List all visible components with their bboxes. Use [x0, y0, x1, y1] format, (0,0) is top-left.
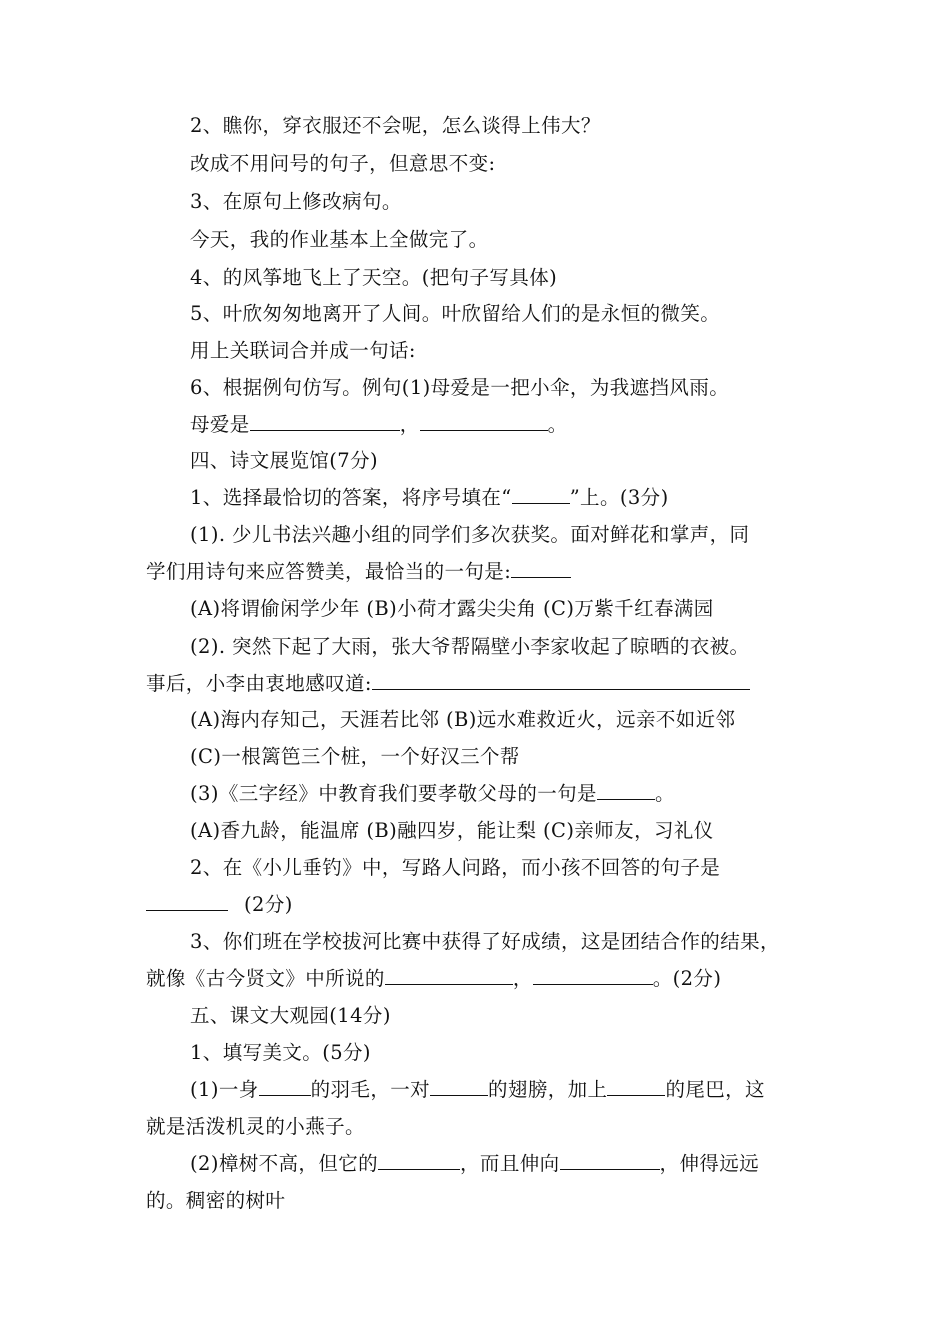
period: 。 [654, 782, 675, 805]
answer-blank[interactable] [430, 1077, 488, 1096]
question-2-text: 2、瞧你，穿衣服还不会呢，怎么谈得上伟大？ [190, 114, 601, 137]
answer-blank[interactable] [250, 412, 400, 431]
answer-blank[interactable] [597, 781, 655, 800]
sub-question-1-options: (A)将谓偷闲学少年 (B)小荷才露尖尖角 (C)万紫千红春满园 [190, 597, 714, 620]
answer-blank[interactable] [259, 1077, 311, 1096]
sub-question-2-options-ab: (A)海内存知己，天涯若比邻 (B)远水难救近火，远亲不如近邻 [190, 708, 736, 731]
sub1-part-a: (1)一身 [190, 1078, 259, 1101]
sub1-part-d: 的尾巴，这 [665, 1078, 765, 1101]
sub-question-2-continued [146, 670, 750, 698]
section-4-heading: 四、诗文展览馆(7分) [190, 449, 379, 472]
question-6-prefix: 母爱是 [190, 413, 250, 436]
section-4-q3-continued [146, 965, 721, 993]
sub-question-3-options: (A)香九龄，能温席 (B)融四岁，能让梨 (C)亲师友，习礼仪 [190, 819, 714, 842]
question-5-text: 5、叶欣匆匆地离开了人间。叶欣留给人们的是永恒的微笑。 [190, 302, 721, 325]
answer-blank[interactable] [420, 412, 548, 431]
answer-blank[interactable] [378, 1151, 460, 1170]
sub2-part-a: (2)樟树不高，但它的 [190, 1152, 379, 1175]
sub-question-2-text: (2). 突然下起了大雨，张大爷帮隔壁小李家收起了晾晒的衣被。 [190, 635, 750, 658]
question-2-instruction: 改成不用问号的句子，但意思不变: [190, 152, 496, 175]
answer-blank[interactable] [607, 1077, 665, 1096]
period: 。 [547, 413, 568, 436]
sub-question-1-text: (1). 少儿书法兴趣小组的同学们多次获奖。面对鲜花和掌声，同 [190, 523, 750, 546]
sub1-part-c: 的翅膀，加上 [488, 1078, 608, 1101]
question-3-sentence: 今天，我的作业基本上全做完了。 [190, 228, 489, 251]
question-6-text: 6、根据例句仿写。例句(1)母爱是一把小伞，为我遮挡风雨。 [190, 376, 730, 399]
section-4-q2-text: 2、在《小儿垂钓》中，写路人问路，而小孩不回答的句子是 [190, 856, 721, 879]
answer-blank[interactable] [146, 892, 228, 911]
comma: ， [399, 413, 420, 436]
sub-question-3-prompt: (3)《三字经》中教育我们要孝敬父母的一句是 [190, 782, 597, 805]
comma: ， [512, 967, 533, 990]
section-4-q2-answer [146, 891, 293, 919]
q1-instruction-part-b: ”上。(3分) [569, 486, 669, 509]
question-3-text: 3、在原句上修改病句。 [190, 190, 402, 213]
answer-blank[interactable] [511, 559, 571, 578]
sub-question-2-option-c: (C)一根篱笆三个桩，一个好汉三个帮 [190, 745, 520, 768]
section-4-q1-instruction [190, 484, 669, 512]
question-5-instruction: 用上关联词合并成一句话: [190, 339, 416, 362]
section-5-q1-sub1 [190, 1076, 765, 1104]
sub-question-1-prompt: 学们用诗句来应答赞美，最恰当的一句是: [146, 560, 512, 583]
sub-question-1-continued [146, 558, 571, 586]
question-4-text: 4、的风筝地飞上了天空。(把句子写具体) [190, 266, 558, 289]
sub-question-3-text [190, 780, 675, 808]
answer-blank[interactable] [533, 966, 653, 985]
question-6-answer-line [190, 411, 568, 439]
section-5-heading: 五、课文大观园(14分) [190, 1004, 391, 1027]
sub2-part-b: ，而且伸向 [460, 1152, 560, 1175]
sub2-part-c: ，伸得远远 [659, 1152, 760, 1175]
sub-question-2-prompt: 事后，小李由衷地感叹道: [146, 672, 372, 695]
answer-blank[interactable] [512, 485, 570, 504]
q1-instruction-part-a: 1、选择最恰切的答案，将序号填在“ [190, 486, 512, 509]
answer-blank[interactable] [385, 966, 513, 985]
q3-prompt: 就像《古今贤文》中所说的 [146, 967, 385, 990]
section-5-q1-sub2 [190, 1150, 759, 1178]
section-5-q1-sub1-continued: 就是活泼机灵的小燕子。 [146, 1115, 365, 1138]
answer-blank[interactable] [560, 1151, 660, 1170]
section-5-q1-instruction: 1、填写美文。(5分) [190, 1041, 371, 1064]
section-5-q1-sub2-continued: 的。稠密的树叶 [146, 1189, 286, 1212]
sub1-part-b: 的羽毛，一对 [310, 1078, 431, 1101]
section-4-q3-text: 3、你们班在学校拔河比赛中获得了好成绩，这是团结合作的结果， [190, 930, 780, 953]
q2-score: (2分) [244, 893, 293, 916]
q3-score: 。(2分) [652, 967, 722, 990]
answer-blank[interactable] [372, 671, 750, 690]
